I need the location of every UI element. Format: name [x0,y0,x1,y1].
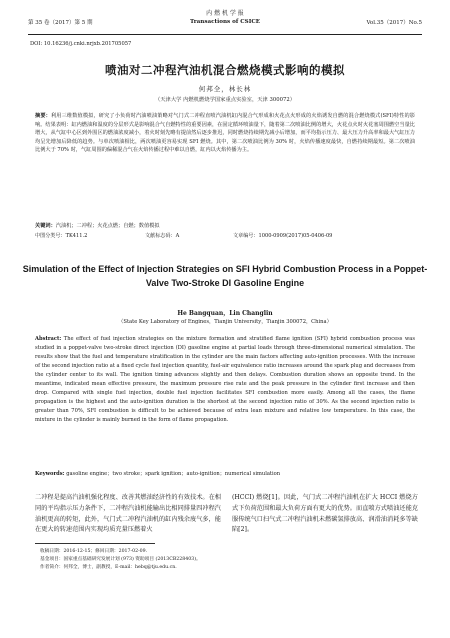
cn-doc-code: 文献标志码：A [145,233,180,239]
en-affiliation: （State Key Laboratory of Engines，Tianjin University，Tianjin 300072，China） [118,319,332,325]
footnote-received: 收稿日期：2016-12-15；修回日期：2017-02-09. [40,549,148,554]
cn-keywords [35,222,415,231]
footnote-author: 作者简介：何邦全，博士，副教授，E-mail：hebq@tju.edu.cn. [40,565,177,570]
header-rule [28,34,422,35]
body-column-left: 二冲程是提高汽油机强化程度、改善其燃油经济性的有效技术。在相同的平均指示压力条件下，二冲程汽油机能输出比相同排量四冲程汽油机更高的转矩，此外，气门式二冲程汽油机的缸内残余废气多，能在更大的转速范围内实现均质充量压燃着火 [35,494,221,534]
cn-meta [35,232,415,239]
en-abstract-label: Abstract: [35,336,62,342]
header-volume-en: Vol.35（2017）No.5 [366,20,422,26]
header-journal [28,10,422,26]
cn-abstract-label: 摘要： [35,113,51,119]
en-title: Simulation of the Effect of Injection Strategies on SFI Hybrid Combustion Process in a Poppet-Valve Two-Stroke DI Gasoline Engine [22,264,428,288]
cn-article-no: 文章编号：1000-0909(2017)05-0406-09 [233,233,333,239]
header-journal-cn: 内 燃 机 学 报 [206,10,244,17]
en-keywords-label: Keywords: [35,471,65,477]
en-abstract-text: The effect of fuel injection strategies on the mixture formation and stratified flame ignition (SFI) hybrid combustion process was studied in a poppet-valve two-stroke direct injection (DI) gasoline engine at partial loads through three-dimensional numerical simulation. The results show that the fuel and temperature stratification in the cylinder are the main factors affecting auto-ignition processes. With the increase of the second injection ratio at a fixed cycle fuel injection quantity, fuel-air equivalence ratio increases around the spark plug and decreases from the cylinder center to its wall. The ignition timing advances slightly and then delays. Combustion duration shows an opposite trend. In the meantime, indicated mean effective pressure, the maximum pressure rise rate and the peak pressure in the cylinder first increase and then drop. Compared with single fuel injection, double fuel injection facilitates SFI combustion more easily. Among all the cases, the flame propagation is the highest and the auto-ignition duration is the shortest at the second injection ratio of 30%. As the second injection ratio is greater than 70%, SFI combustion is difficult to be achieved because of extra lean mixture and relative low temperature. In this case, the mixture in the cylinder is mainly burned in the form of flame propagation. [35,336,416,423]
footnote-fund: 基金项目：国家重点基础研究发展计划 (973) 资助项目 (2013CB228403)。 [40,557,201,562]
en-authors: He Bangquan，Lin Changlin [177,310,273,317]
en-keywords [35,470,415,479]
doi: DOI: 10.16236/j.cnki.nrjxb.201705057 [30,41,132,47]
cn-abstract [35,112,415,155]
running-header [28,8,422,32]
cn-abstract-text: 利用三维数值模拟，研究了小负荷时汽油喷油策略对气门式二冲程直喷汽油机缸内混合气形成和火花点火形成的火焰诱发自燃的混合燃烧模式(SFI)特性的影响。结果表明：缸内燃油和温度的分层形式是影响混合气自燃特性的重要因素，在固定循环喷油量下，随着第二次喷油比例的增大，火花点火时火花塞周围燃空当量比增大，从气缸中心区到外围区的燃油浓度减小，着火时刻先略有提前然后逐步推迟，同时燃烧持续期先减小后增加，而平均指示压力、最大压力升高率和最大气缸压力均呈先增加后降低的趋势。与单次喷油相比，两次喷油更容易实现 SFI 燃烧。其中，第二次喷油比例为 30% 时，火焰传播速度最快，自燃持续期最短。第二次喷油比例大于 70% 时，气缸周围的偏稀混合气在火焰传播过程中难以自燃，缸内以火焰传播为主。 [35,113,415,154]
body-column-right: (HCCI) 燃烧[1]。因此，气门式二冲程汽油机在扩大 HCCI 燃烧方式下负荷范围和最大负荷方面有更大的优势。而直喷方式喷油还能克服传统气口扫气式二冲程汽油机未燃碳氢排放高、润滑油消耗多等缺陷[2]。 [232,494,418,534]
footnote-rule [35,543,155,544]
cn-keywords-label: 关键词： [35,223,56,229]
en-abstract [35,335,415,425]
cn-clc: 中图分类号：TK411.2 [35,233,88,239]
en-keywords-text: gasoline engine；two stroke；spark ignition；auto-ignition；numerical simulation [66,471,281,477]
cn-keywords-text: 汽油机；二冲程；火花点燃；自燃；数值模拟 [55,223,160,229]
header-volume-cn: 第 35 卷（2017）第 5 期 [28,20,93,26]
cn-authors: 何邦全，林长林 [198,85,252,93]
header-journal-en: Transactions of CSICE [189,19,261,25]
cn-affiliation: （天津大学 内燃机燃烧学国家重点实验室，天津 300072） [154,97,296,103]
cn-title: 喷油对二冲程汽油机混合燃烧模式影响的模拟 [105,63,345,77]
